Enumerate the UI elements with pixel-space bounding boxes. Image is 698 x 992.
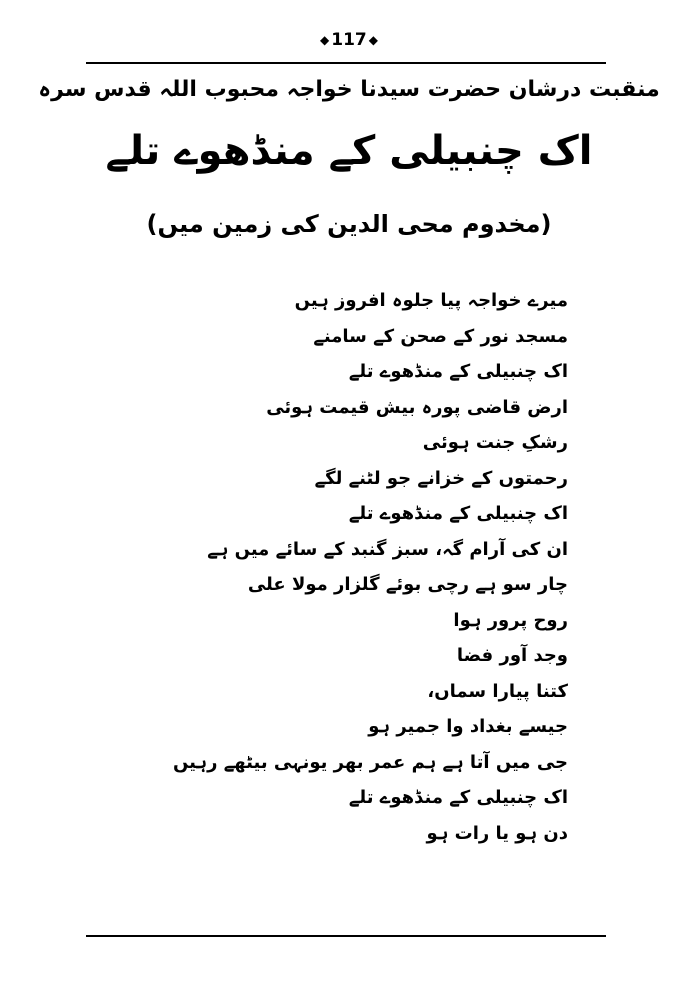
poem-line: میرے خواجہ پیا جلوہ افروز ہیں	[294, 290, 568, 311]
poem-line: روح پرور ہوا	[453, 609, 568, 631]
bottom-rule	[86, 935, 606, 937]
poem-line: کتنا پیارا سماں،	[427, 680, 568, 702]
poem-line: رحمتوں کے خزانے جو لٹنے لگے	[314, 467, 568, 489]
poem-line: جیسے بغداد وا جمیر ہو	[368, 716, 568, 737]
tarz-note: (مخدوم محی الدین کی زمین میں)	[146, 210, 552, 238]
poem-body	[148, 283, 568, 851]
poem-title: اک چنبیلی کے منڈھوے تلے	[105, 128, 593, 174]
poem-line: اک چنبیلی کے منڈھوے تلے	[348, 787, 568, 808]
top-rule	[86, 62, 606, 64]
poem-line: اک چنبیلی کے منڈھوے تلے	[348, 361, 568, 382]
poem-line: ان کی آرام گہ، سبز گنبد کے سائے میں ہے	[207, 538, 568, 560]
poem-line: دن ہو یا رات ہو	[426, 822, 568, 844]
poem-line: اک چنبیلی کے منڈھوے تلے	[348, 503, 568, 524]
poem-line: جی میں آتا ہے ہم عمر بھر یونہی بیٹھے رہیں	[172, 751, 568, 773]
poem-line: وجد آور فضا	[456, 645, 568, 666]
subtitle: منقبت درشان حضرت سیدنا خواجہ محبوب اللہ قدس سرہ	[38, 77, 660, 102]
poem-line: چار سو ہے رچی بوئے گلزار مولا علی	[247, 574, 568, 595]
poem-line: مسجد نور کے صحن کے سامنے	[313, 325, 568, 347]
page-number-container	[0, 30, 698, 50]
poem-line: ارض قاضی پورہ بیش قیمت ہوئی	[266, 396, 568, 418]
poem-line: رشکِ جنت ہوئی	[422, 432, 568, 453]
page-number: ◆ 117 ◆	[314, 30, 384, 50]
